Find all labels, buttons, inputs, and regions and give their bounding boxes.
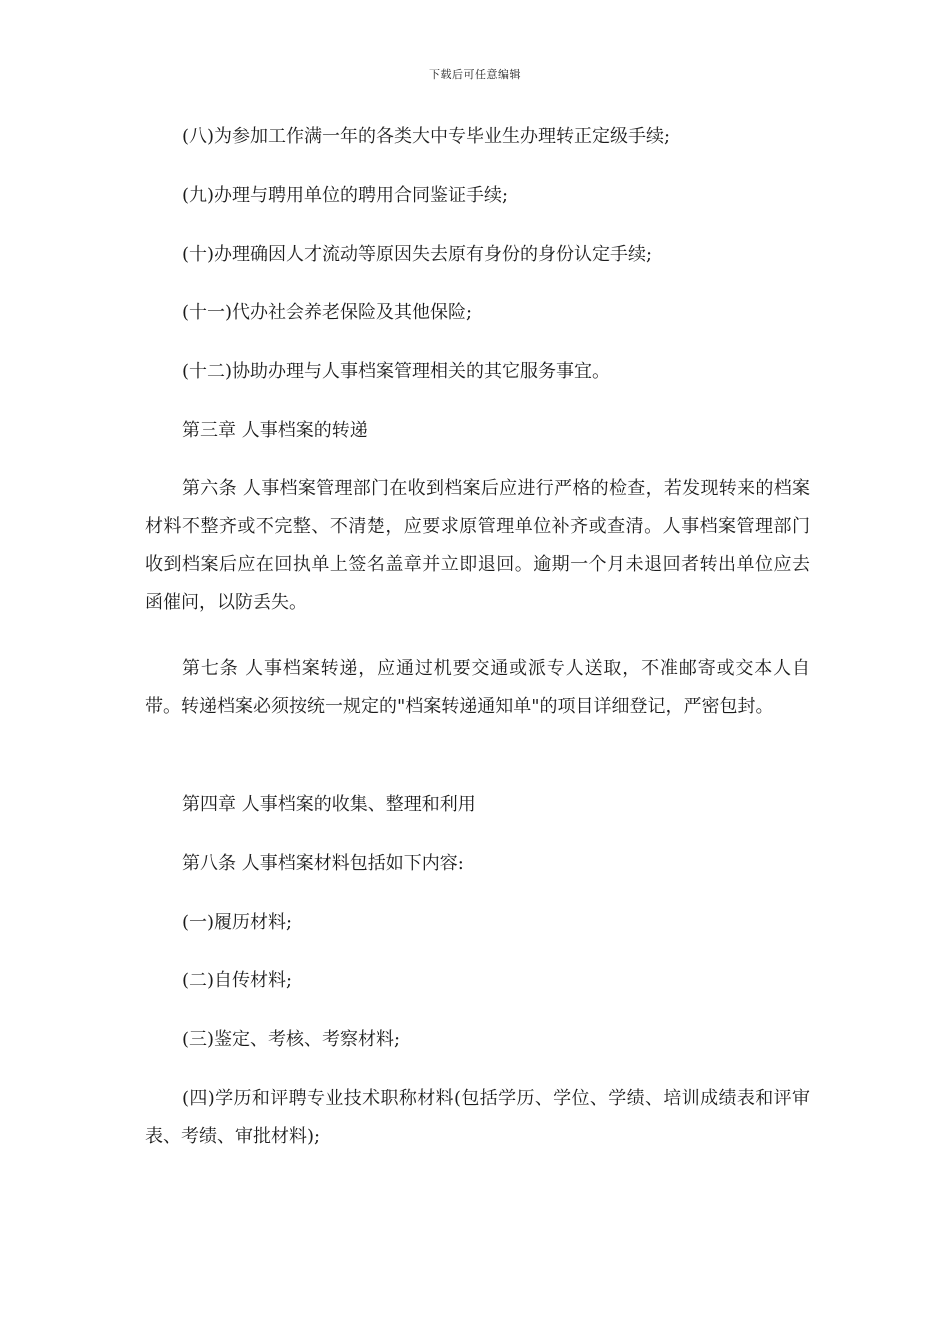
page-header: 下载后可任意编辑 (429, 68, 521, 81)
paragraph-item-8: (八)为参加工作满一年的各类大中专毕业生办理转正定级手续; (182, 126, 671, 147)
article-6: 第六条 人事档案管理部门在收到档案后应进行严格的检查，若发现转来的档案材料不整齐或不完整、不清楚，应要求原管理单位补齐或查清。人事档案管理部门收到档案后应在回执单上签名盖章并立即退回。逾期一个月未退回者转出单位应去函催问，以防丢失。 (145, 478, 810, 613)
material-item-4: (四)学历和评聘专业技术职称材料(包括学历、学位、学绩、培训成绩表和评审表、考绩、审批材料); (145, 1088, 810, 1147)
article-7: 第七条 人事档案转递，应通过机要交通或派专人送取，不准邮寄或交本人自带。转递档案必须按统一规定的"档案转递通知单"的项目详细登记，严密包封。 (145, 658, 810, 717)
material-item-1: (一)履历材料; (182, 912, 293, 933)
material-item-2: (二)自传材料; (182, 970, 293, 991)
paragraph-item-9: (九)办理与聘用单位的聘用合同鉴证手续; (182, 185, 509, 206)
paragraph-item-10: (十)办理确因人才流动等原因失去原有身份的身份认定手续; (182, 244, 653, 265)
material-item-3: (三)鉴定、考核、考察材料; (182, 1029, 401, 1050)
chapter-4-heading: 第四章 人事档案的收集、整理和利用 (182, 794, 476, 815)
chapter-3-heading: 第三章 人事档案的转递 (182, 420, 368, 441)
paragraph-item-11: (十一)代办社会养老保险及其他保险; (182, 302, 473, 323)
paragraph-item-12: (十二)协助办理与人事档案管理相关的其它服务事宜。 (182, 361, 611, 382)
article-8: 第八条 人事档案材料包括如下内容: (182, 853, 464, 874)
